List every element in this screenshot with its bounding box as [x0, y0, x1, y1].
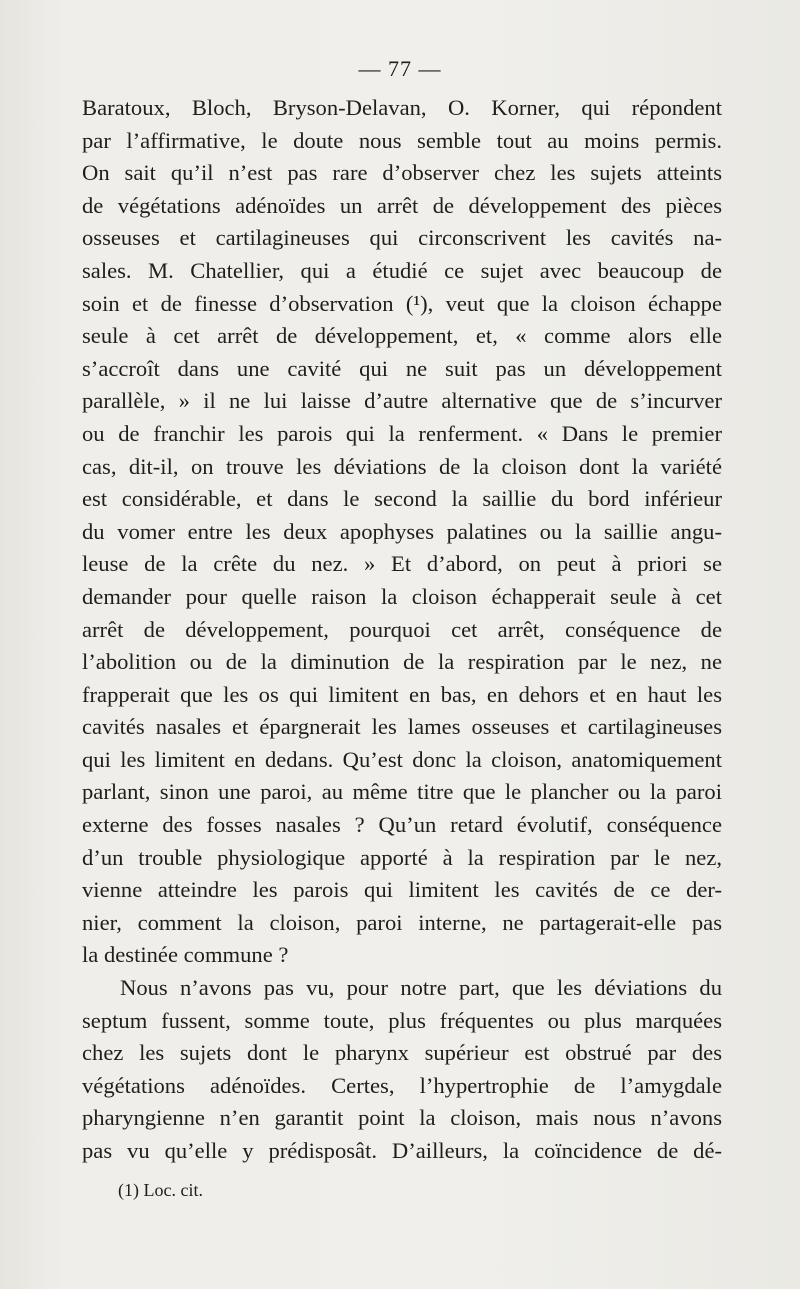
text-line: externe des fosses nasales ? Qu’un retard évolutif, conséquence [82, 812, 722, 838]
text-line: arrêt de développement, pourquoi cet arrêt, conséquence de [82, 616, 722, 642]
body-text [82, 92, 722, 1168]
text-line: parallèle, » il ne lui laisse d’autre alternative que de s’incurver [82, 388, 722, 414]
text-line: soin et de finesse d’observation (¹), veut que la cloison échappe [82, 290, 722, 316]
text-line: par l’affirmative, le doute nous semble tout au moins permis. [82, 127, 722, 153]
text-line: de végétations adénoïdes un arrêt de développement des pièces [82, 192, 722, 218]
text-line: pharyngienne n’en garantit point la cloison, mais nous n’avons [82, 1105, 722, 1131]
text-line: ou de franchir les parois qui la renferment. « Dans le premier [82, 420, 722, 446]
text-line: nier, comment la cloison, paroi interne, ne partagerait-elle pas [82, 909, 722, 935]
footnote: (1) Loc. cit. [118, 1180, 203, 1200]
text-line: chez les sujets dont le pharynx supérieur est obstrué par des [82, 1040, 722, 1066]
text-line: s’accroît dans une cavité qui ne suit pas un développement [82, 355, 722, 381]
text-line: seule à cet arrêt de développement, et, « comme alors elle [82, 323, 722, 349]
text-line: cavités nasales et épargnerait les lames osseuses et cartilagineuses [82, 714, 722, 740]
text-line: sales. M. Chatellier, qui a étudié ce sujet avec beaucoup de [82, 257, 722, 283]
text-line: On sait qu’il n’est pas rare d’observer chez les sujets atteints [82, 160, 722, 186]
text-line: frapperait que les os qui limitent en bas, en dehors et en haut les [82, 681, 722, 707]
paragraph-end-line: la destinée commune ? [82, 942, 289, 968]
text-line: l’abolition ou de la diminution de la respiration par le nez, ne [82, 649, 722, 675]
text-line: osseuses et cartilagineuses qui circonscrivent les cavités na- [82, 225, 722, 251]
text-line: Baratoux, Bloch, Bryson-Delavan, O. Korner, qui répondent [82, 95, 722, 120]
text-line: parlant, sinon une paroi, au même titre que le plancher ou la paroi [82, 779, 722, 805]
text-line: cas, dit-il, on trouve les déviations de la cloison dont la variété [82, 453, 722, 479]
page-number: — 77 — [358, 56, 442, 81]
text-line: d’un trouble physiologique apporté à la respiration par le nez, [82, 844, 722, 870]
text-line: est considérable, et dans le second la saillie du bord inférieur [82, 486, 722, 512]
text-line: qui les limitent en dedans. Qu’est donc la cloison, anatomiquement [82, 746, 722, 772]
text-line: leuse de la crête du nez. » Et d’abord, on peut à priori se [82, 551, 722, 577]
text-line: du vomer entre les deux apophyses palatines ou la saillie angu- [82, 518, 722, 544]
text-line: végétations adénoïdes. Certes, l’hypertrophie de l’amygdale [82, 1072, 722, 1098]
text-line: vienne atteindre les parois qui limitent les cavités de ce der- [82, 877, 722, 903]
text-line: pas vu qu’elle y prédisposât. D’ailleurs, la coïncidence de dé- [82, 1138, 722, 1163]
paragraph-start-line: Nous n’avons pas vu, pour notre part, que les déviations du [120, 975, 722, 1001]
text-line: demander pour quelle raison la cloison échapperait seule à cet [82, 583, 722, 609]
text-line: septum fussent, somme toute, plus fréquentes ou plus marquées [82, 1007, 722, 1033]
